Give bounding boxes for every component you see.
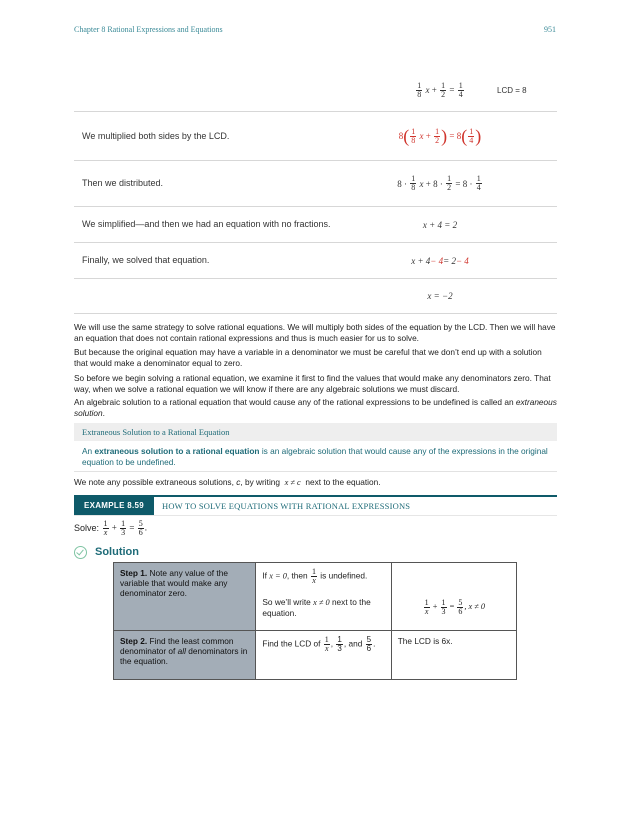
table-row: [74, 112, 557, 161]
step-text: Note any value of the variable that would make any denominator zero.: [120, 568, 228, 598]
check-circle-icon: [74, 546, 87, 559]
note-text: next to the equation.: [303, 477, 381, 487]
example-title: HOW TO SOLVE EQUATIONS WITH RATIONAL EXPRESSIONS: [162, 501, 411, 511]
explanation-text: Find the LCD of: [262, 638, 323, 649]
condition: x = 0: [269, 571, 287, 581]
equation-with-restriction: $\frac{1}{x}$ + $\frac{1}{3}$ = $\frac{5}{6}$ , x ≠ 0: [424, 598, 486, 616]
paragraph: So before we begin solving a rational equation, we examine it first to find the values that would make any denominators zero. That way, when we solve a rational equation we will know if there are any algebraic solutions we must discard.: [74, 373, 551, 394]
example-label: EXAMPLE 8.59: [74, 497, 154, 515]
period: .: [102, 407, 105, 418]
variable-c: c: [236, 477, 241, 487]
page-header: [74, 25, 556, 37]
eq-right: = 2: [443, 255, 456, 266]
step-label: Step 1.: [120, 568, 148, 578]
step-cell: [114, 631, 256, 680]
table-row: [114, 631, 517, 680]
table-row: [74, 279, 557, 314]
step-description: We simplified—and then we had an equation with no fractions.: [82, 219, 331, 229]
equation-cell: [391, 563, 516, 631]
explanation-text: , then: [286, 570, 310, 581]
paragraph: We will use the same strategy to solve rational equations. We will multiply both sides of the equation by the LCD. Then we will have an equation that does not contain rational expressions and thus is much easier for us to solve.: [74, 322, 556, 343]
solving-equation: [340, 243, 540, 278]
condition: x ≠ 0: [313, 598, 330, 607]
final-solution: x = −2: [427, 291, 453, 301]
restriction: , x ≠ 0: [464, 602, 486, 612]
explanation-text: next to the equation.: [262, 597, 371, 618]
eq-subtract-left: − 4: [430, 255, 444, 266]
explanation-text: is undefined.: [320, 570, 368, 581]
solution-table: [113, 562, 517, 680]
step-description: We multiplied both sides by the LCD.: [82, 130, 230, 141]
explanation-text: So we’ll write: [262, 597, 314, 607]
explanation-top: If x = 0, then $\frac{1}{x}$ is undefined.: [262, 567, 368, 585]
chapter-title: Chapter 8 Rational Expressions and Equations: [74, 25, 223, 34]
step-text: denominators in the equation.: [120, 646, 248, 666]
explanation-cell: [256, 563, 391, 631]
explanation-cell: Find the LCD of $\frac{1}{x}$ , $\frac{1}{3}$ , and $\frac{5}{6}$ .: [256, 631, 391, 680]
table-row: [74, 69, 557, 112]
definition-text: is an algebraic solution that would cause any of the expressions in the original equation to be undefined.: [82, 446, 548, 467]
lcd-result: The LCD is 6x.: [397, 636, 453, 646]
definition-body: [74, 441, 557, 472]
problem-equation: $\frac{1}{x}$ + $\frac{1}{3}$ = $\frac{5}{6}$ .: [103, 518, 147, 537]
eq-subtract-right: − 4: [455, 255, 469, 266]
solve-label: Solve:: [74, 523, 100, 533]
solution-heading: [74, 545, 139, 559]
definition-title: Extraneous Solution to a Rational Equation: [74, 423, 557, 441]
step-emphasis: all: [177, 646, 186, 656]
multiplied-equation: 8 ( $\frac{1}{8}$ x + $\frac{1}{2}$ ) = 8 ( $\frac{1}{4}$ ): [398, 126, 482, 146]
distributed-equation: 8 · $\frac{1}{8}$ x + 8 · $\frac{1}{2}$ = 8 · $\frac{1}{4}$: [397, 174, 481, 192]
table-row: [74, 161, 557, 207]
solve-prompt: [74, 517, 147, 539]
table-row: [74, 243, 557, 279]
worked-steps-table: [74, 69, 557, 314]
explanation-text: and: [346, 638, 365, 649]
explanation-bottom: [262, 597, 384, 618]
paragraph: [74, 397, 557, 418]
note-text: We note any possible extraneous solutions,: [74, 477, 237, 487]
term-extraneous: extraneous solution: [74, 397, 557, 418]
note-text: , by writing: [240, 477, 283, 487]
step-cell: [114, 563, 256, 631]
definition-box: [74, 423, 557, 472]
table-row: [74, 207, 557, 243]
paragraph: But because the original equation may have a variable in a denominator we must be careful that we don’t end up with a solution that would make a denominator equal to zero.: [74, 347, 542, 368]
paragraph-text: An algebraic solution to a rational equation that would cause any of the rational expressions to be undefined is called an: [74, 397, 516, 407]
page-number: 951: [544, 25, 556, 34]
explanation-text: If: [262, 570, 270, 581]
inequation: x ≠ c: [284, 478, 301, 487]
note-line: [74, 477, 557, 489]
original-equation: $\frac{1}{8}$ x + $\frac{1}{2}$ = $\frac{1}{4}$: [417, 80, 463, 99]
lcd-note: LCD = 8: [497, 85, 527, 95]
definition-term: extraneous solution to a rational equation: [94, 446, 260, 456]
result-cell: [391, 631, 516, 680]
example-header: [74, 495, 557, 516]
step-text: Find the least common denominator of: [120, 636, 234, 656]
step-description: Finally, we solved that equation.: [82, 255, 210, 265]
table-row: [114, 563, 517, 631]
definition-text: An: [82, 446, 95, 456]
step-label: Step 2.: [120, 636, 148, 646]
solution-label: Solution: [95, 546, 139, 558]
simplified-equation: x + 4 = 2: [422, 219, 458, 230]
step-description: Then we distributed.: [82, 178, 164, 188]
eq-left: x + 4: [411, 255, 431, 266]
